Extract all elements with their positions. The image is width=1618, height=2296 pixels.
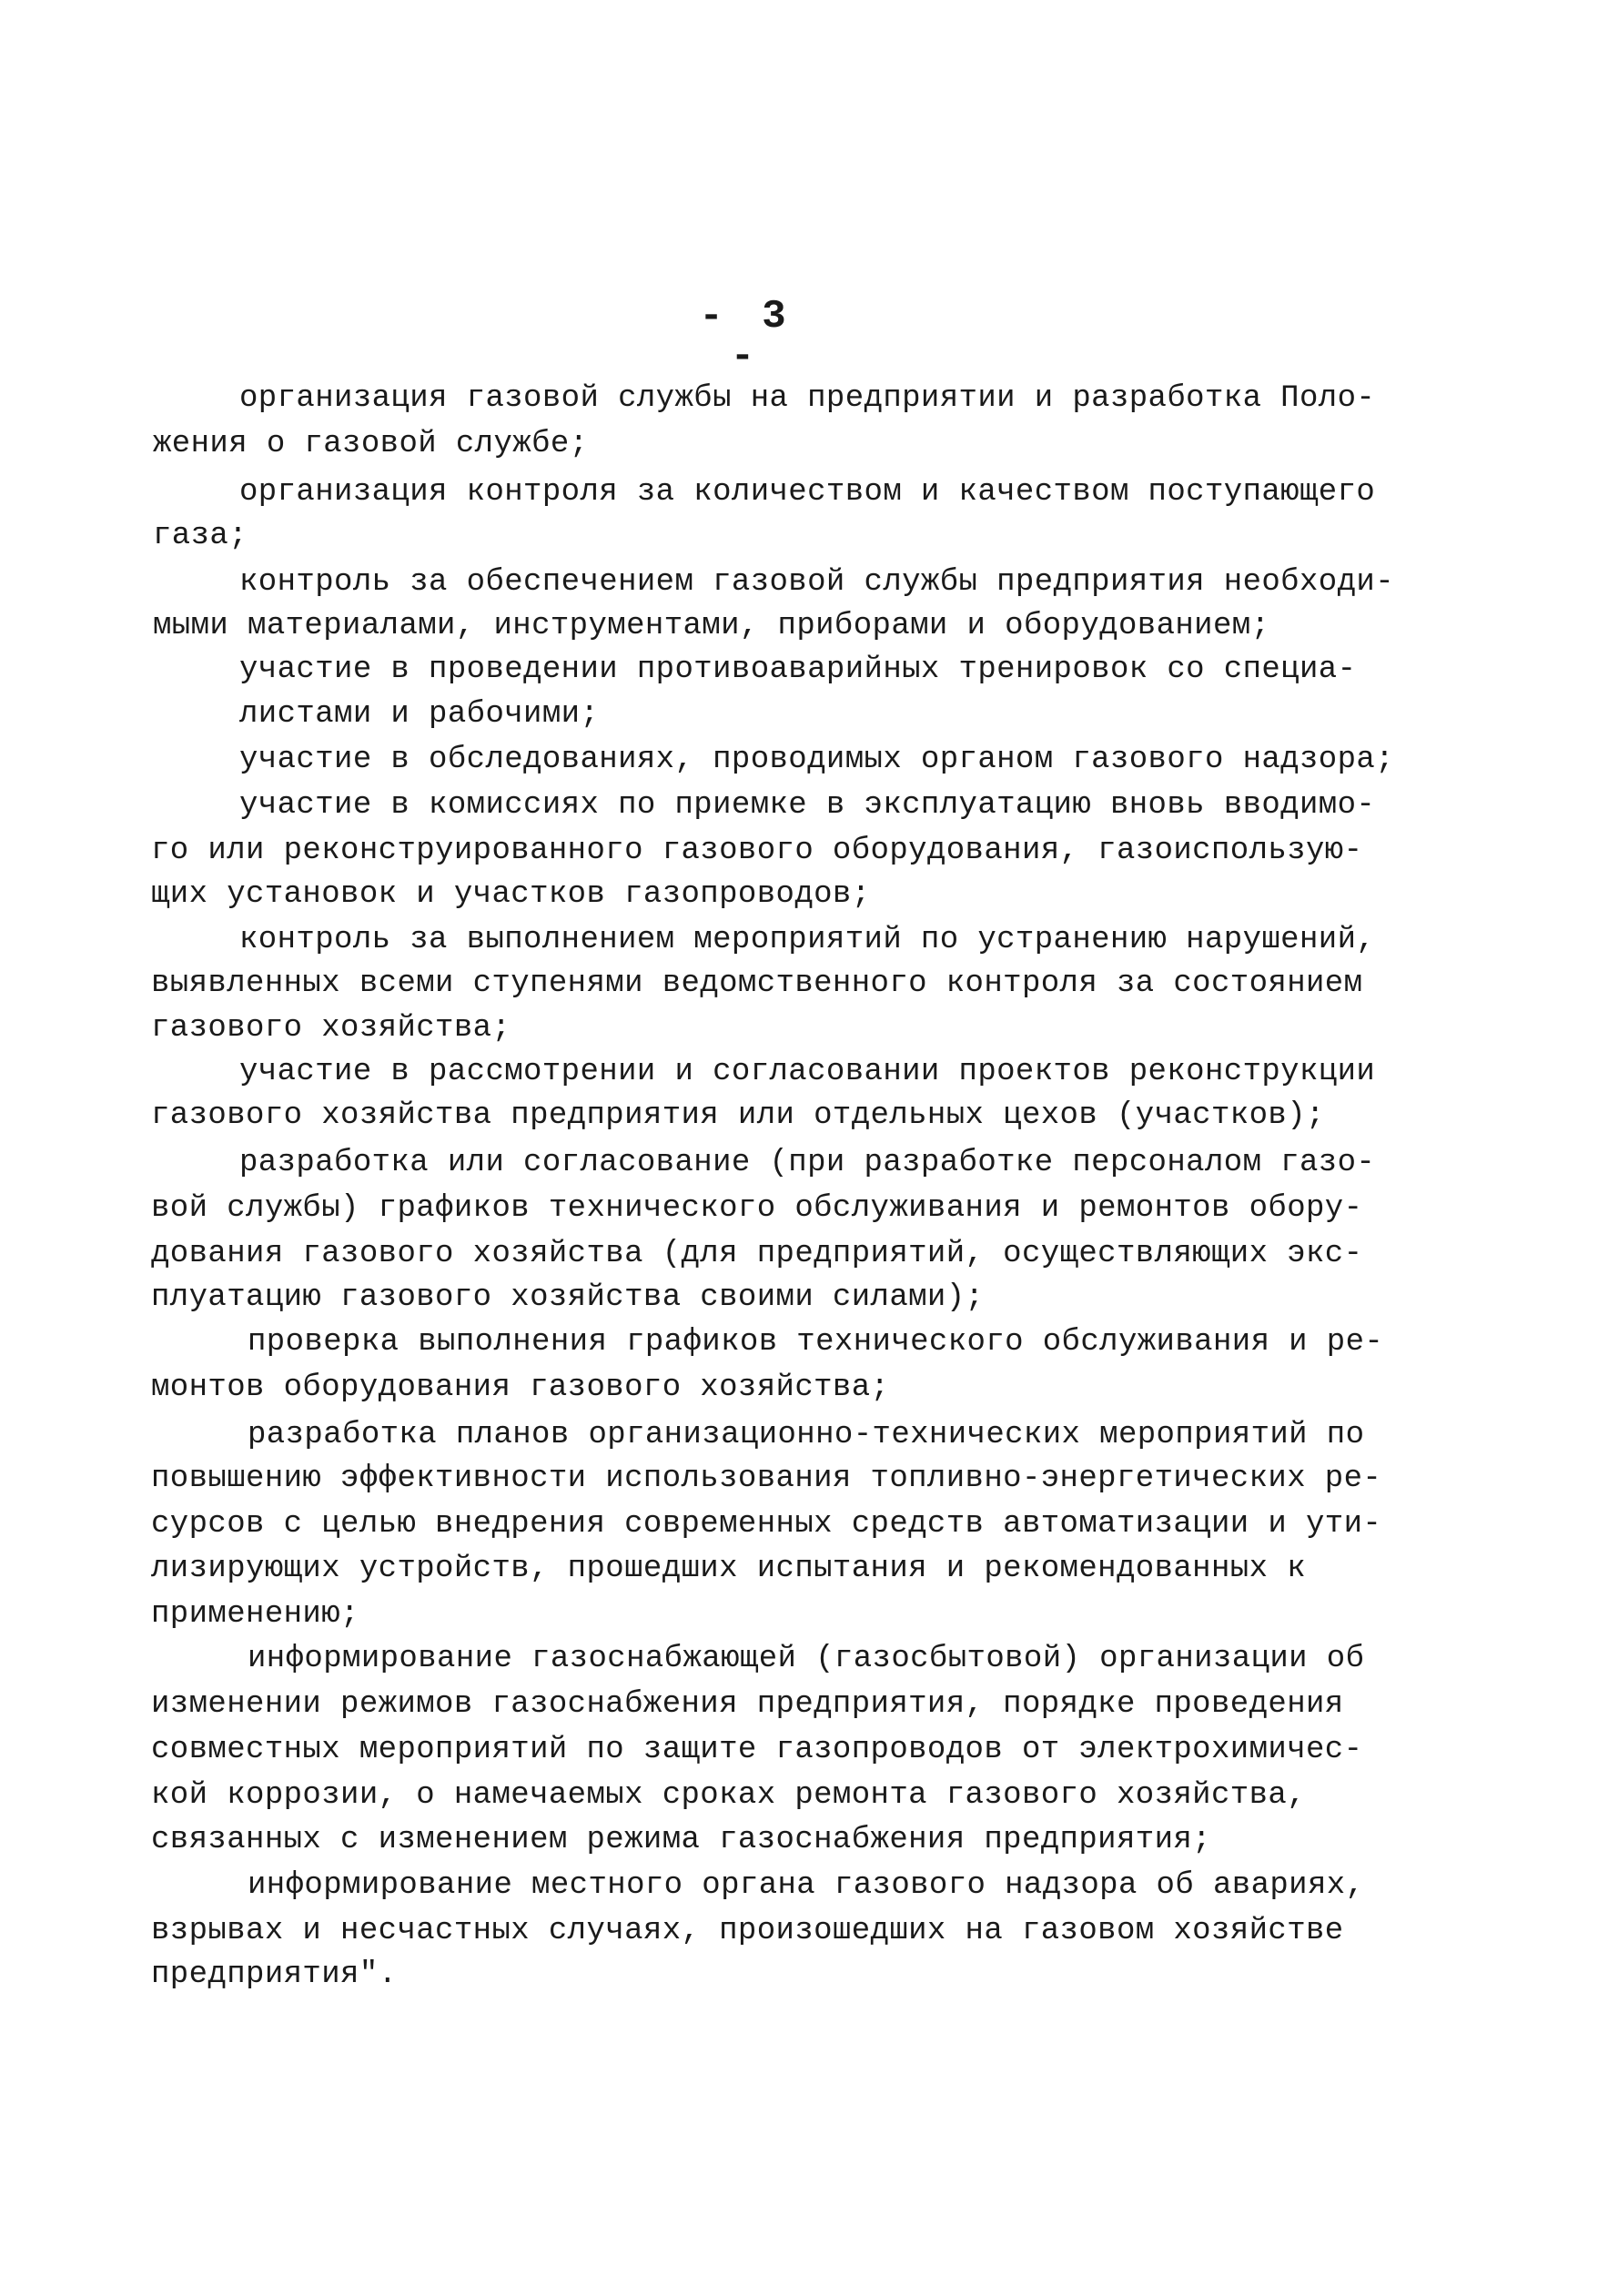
text-line: изменении режимов газоснабжения предприятия, порядке проведения: [151, 1687, 1344, 1722]
text-line: го или реконструированного газового оборудования, газоиспользую-: [151, 834, 1363, 868]
text-line: взрывах и несчастных случаях, произошедших на газовом хозяйстве: [151, 1914, 1344, 1948]
text-line: разработка планов организационно-технических мероприятий по: [248, 1418, 1365, 1452]
text-line: участие в комиссиях по приемке в эксплуатацию вновь вводимо-: [239, 788, 1376, 823]
text-line: организация газовой службы на предприятии и разработка Поло-: [239, 381, 1376, 416]
text-line: разработка или согласование (при разработке персоналом газо-: [239, 1146, 1376, 1180]
text-line: газового хозяйства;: [151, 1011, 511, 1046]
page-number: - 3 -: [699, 294, 794, 379]
text-line: применению;: [151, 1597, 359, 1632]
text-line: выявленных всеми ступенями ведомственного контроля за состоянием: [151, 966, 1363, 1001]
text-line: участие в проведении противоаварийных тренировок со специа-: [239, 652, 1357, 687]
text-line: информирование газоснабжающей (газосбытовой) организации об: [248, 1642, 1365, 1676]
text-line: лизирующих устройств, прошедших испытания и рекомендованных к: [151, 1552, 1307, 1586]
text-line: контроль за обеспечением газовой службы предприятия необходи-: [239, 565, 1395, 600]
text-line: мыми материалами, инструментами, приборами и оборудованием;: [153, 609, 1270, 643]
text-line: щих установок и участков газопроводов;: [151, 877, 871, 912]
text-line: организация контроля за количеством и качеством поступающего: [239, 475, 1376, 510]
text-line: сурсов с целью внедрения современных средств автоматизации и ути-: [151, 1507, 1382, 1542]
text-line: газа;: [153, 519, 248, 553]
text-line: проверка выполнения графиков технического обслуживания и ре-: [248, 1325, 1384, 1360]
text-line: жения о газовой службе;: [153, 427, 589, 461]
text-line: вой службы) графиков технического обслуживания и ремонтов обору-: [151, 1191, 1363, 1226]
text-line: предприятия".: [151, 1957, 398, 1992]
text-line: повышению эффективности использования топливно-энергетических ре-: [151, 1462, 1382, 1496]
text-line: контроль за выполнением мероприятий по устранению нарушений,: [239, 923, 1376, 957]
text-line: дования газового хозяйства (для предприятий, осуществляющих экс-: [151, 1237, 1363, 1271]
text-line: листами и рабочими;: [239, 697, 600, 732]
text-line: связанных с изменением режима газоснабжения предприятия;: [151, 1823, 1211, 1857]
text-line: монтов оборудования газового хозяйства;: [151, 1371, 890, 1405]
text-line: участие в рассмотрении и согласовании проектов реконструкции: [239, 1055, 1376, 1089]
text-line: информирование местного органа газового надзора об авариях,: [248, 1868, 1365, 1903]
text-line: плуатацию газового хозяйства своими силами);: [151, 1280, 985, 1315]
text-line: газового хозяйства предприятия или отдельных цехов (участков);: [151, 1098, 1325, 1133]
text-line: участие в обследованиях, проводимых органом газового надзора;: [239, 743, 1395, 777]
text-line: совместных мероприятий по защите газопроводов от электрохимичес-: [151, 1733, 1363, 1767]
text-line: кой коррозии, о намечаемых сроках ремонта газового хозяйства,: [151, 1778, 1307, 1813]
